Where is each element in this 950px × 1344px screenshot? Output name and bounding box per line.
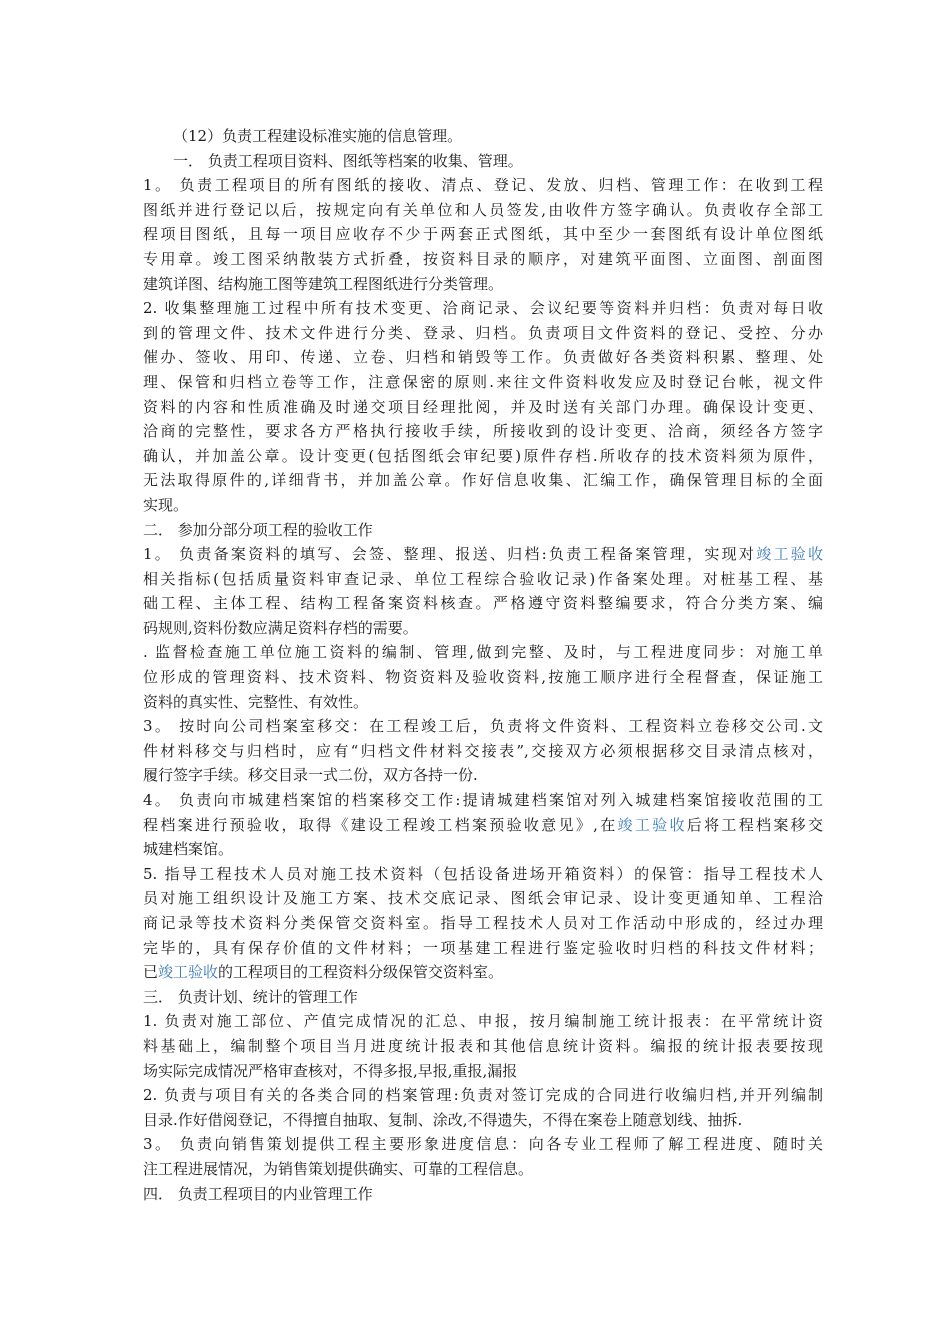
text-line — [143, 911, 823, 936]
text-line — [143, 763, 823, 788]
paragraph — [143, 124, 823, 149]
paragraph — [143, 1132, 823, 1181]
text-segment: 2. 收集整理施工过程中所有技术变更、洽商记录、会议纪要等资料并归档：负责对每日收 — [143, 299, 823, 318]
text-line — [143, 542, 823, 567]
text-segment: . 监督检查施工单位施工资料的编制、管理,做到完整、及时，与工程进度同步：对施工单 — [143, 643, 823, 662]
text-segment: 履行签字手续。移交目录一式二份，双方各持一份. — [143, 766, 478, 785]
text-line — [143, 198, 823, 223]
text-segment: 确认，并加盖公章。设计变更(包括图纸会审纪要)原件存档.所收存的技术资料须为原件， — [143, 446, 823, 465]
text-line — [143, 1157, 823, 1182]
text-segment: 二． 参加分部分项工程的验收工作 — [143, 520, 373, 539]
text-segment: 到的管理文件、技术文件进行分类、登录、归档。负责项目文件资料的登记、受控、分办 — [143, 323, 823, 342]
text-line — [143, 813, 823, 838]
document-page — [143, 124, 823, 1206]
paragraph — [143, 1083, 823, 1132]
text-line — [143, 665, 823, 690]
paragraph — [143, 788, 823, 862]
text-segment: 件材料移交与归档时，应有“归档文件材料交接表”,交接双方必须根据移交目录清点核对， — [143, 741, 823, 760]
text-segment: （12）负责工程建设标准实施的信息管理。 — [173, 127, 463, 145]
text-line — [143, 321, 823, 346]
text-segment: 资料的内容和性质准确及时递交项目经理批阅，并及时送有关部门办理。确保设计变更、 — [143, 397, 823, 416]
text-line — [143, 518, 823, 543]
text-line — [143, 419, 823, 444]
text-segment: 位形成的管理资料、技术资料、物资资料及验收资料,按施工顺序进行全程督查，保证施工 — [143, 668, 823, 687]
text-segment: 程项目图纸，且每一项目应收存不少于两套正式图纸，其中至少一套图纸有设计单位图纸 — [143, 225, 823, 244]
paragraph — [143, 173, 823, 296]
keyword-link[interactable]: 竣工验收 — [158, 963, 219, 982]
text-line — [143, 395, 823, 420]
text-line — [143, 690, 823, 715]
text-line — [143, 370, 823, 395]
paragraph — [143, 640, 823, 714]
text-segment: 5. 指导工程技术人员对施工技术资料（包括设备进场开箱资料）的保管：指导工程技术人 — [143, 864, 823, 883]
text-segment: 料基础上，编制整个项目当月进度统计报表和其他信息统计资料。编报的统计报表要按现 — [143, 1036, 823, 1055]
text-line — [143, 886, 823, 911]
paragraph — [143, 149, 823, 174]
text-segment: 已 — [143, 963, 159, 982]
text-line — [143, 1108, 823, 1133]
text-segment: 码规则,资料份数应满足资料存档的需要。 — [143, 618, 418, 637]
text-line — [143, 296, 823, 321]
text-segment: 商记录等技术资料分类保管交资料室。指导工程技术人员对工作活动中形成的，经过办理 — [143, 914, 823, 932]
text-segment: 目录.作好借阅登记，不得擅自抽取、复制、涂改,不得遗失，不得在案卷上随意划线、抽拆. — [143, 1110, 743, 1129]
text-segment: 无法取得原件的,详细背书，并加盖公章。作好信息收集、汇编工作，确保管理目标的全面 — [143, 471, 823, 490]
paragraph — [143, 1009, 823, 1083]
text-segment: 1. 负责对施工部位、产值完成情况的汇总、申报，按月编制施工统计报表：在平常统计资 — [143, 1012, 823, 1031]
text-line — [143, 567, 823, 592]
text-segment: 专用章。竣工图采纳散装方式折叠，按资料目录的顺序，对建筑平面图、立面图、剖面图 — [143, 249, 823, 268]
text-segment: 理、保管和归档立卷等工作，注意保密的原则.来往文件资料收发应及时登记台帐，视文件 — [143, 372, 823, 391]
keyword-link[interactable]: 竣工验收 — [756, 545, 823, 564]
text-segment: 相关指标(包括质量资料审查记录、单位工程综合验收记录)作备案处理。对桩基工程、基 — [143, 569, 823, 588]
text-line — [143, 591, 823, 616]
text-line — [143, 788, 823, 813]
paragraph — [143, 296, 823, 517]
text-line — [143, 149, 823, 174]
text-line — [143, 862, 823, 887]
text-segment: 程档案进行预验收，取得《建设工程竣工档案预验收意见》,在 — [143, 815, 618, 834]
text-segment: 一． 负责工程项目资料、图纸等档案的收集、管理。 — [173, 151, 523, 170]
text-line — [143, 616, 823, 641]
text-line — [143, 173, 823, 198]
paragraph — [143, 1182, 823, 1207]
text-segment: 2. 负责与项目有关的各类合同的档案管理:负责对签订完成的合同进行收编归档,并开列编制 — [143, 1086, 823, 1105]
text-line — [143, 714, 823, 739]
text-line — [143, 1132, 823, 1157]
text-segment: 完毕的，具有保存价值的文件材料；一项基建工程进行鉴定验收时归档的科技文件材料； — [143, 938, 823, 957]
text-segment: 四． 负责工程项目的内业管理工作 — [143, 1184, 373, 1203]
text-segment: 催办、签收、用印、传递、立卷、归档和销毁等工作。负责做好各类资料积累、整理、处 — [143, 348, 823, 367]
text-segment: 础工程、主体工程、结构工程备案资料核查。严格遵守资料整编要求，符合分类方案、编 — [143, 594, 823, 613]
text-line — [143, 247, 823, 272]
paragraph — [143, 518, 823, 543]
keyword-link[interactable]: 竣工验收 — [617, 815, 687, 834]
text-line — [143, 837, 823, 862]
text-line — [143, 272, 823, 297]
text-segment: 场实际完成情况严格审查核对，不得多报,早报,重报,漏报 — [143, 1061, 518, 1080]
text-line — [143, 936, 823, 961]
text-line — [143, 985, 823, 1010]
text-line — [143, 960, 823, 985]
text-line — [143, 345, 823, 370]
text-segment: 1。 负责工程项目的所有图纸的接收、清点、登记、发放、归档、管理工作：在收到工程 — [143, 176, 823, 195]
text-segment: 4。 负责向市城建档案馆的档案移交工作:提请城建档案馆对列入城建档案馆接收范围的工 — [143, 791, 823, 810]
text-segment: 注工程进展情况，为销售策划提供确实、可靠的工程信息。 — [143, 1159, 534, 1178]
text-segment: 1。 负责备案资料的填写、会签、整理、报送、归档:负责工程备案管理，实现对 — [143, 545, 757, 564]
text-line — [143, 1083, 823, 1108]
text-line — [143, 1034, 823, 1059]
text-segment: 三． 负责计划、统计的管理工作 — [143, 987, 358, 1006]
text-segment: 城建档案馆。 — [143, 840, 234, 859]
text-line — [143, 222, 823, 247]
paragraph — [143, 985, 823, 1010]
text-line — [143, 1009, 823, 1034]
text-segment: 3。 负责向销售策划提供工程主要形象进度信息：向各专业工程师了解工程进度、随时关 — [143, 1135, 823, 1154]
text-line — [143, 124, 823, 149]
text-segment: 洽商的完整性，要求各方严格执行接收手续，所接收到的设计变更、洽商，须经各方签字 — [143, 422, 823, 441]
paragraph — [143, 714, 823, 788]
paragraph — [143, 862, 823, 985]
text-segment: 员对施工组织设计及施工方案、技术交底记录、图纸会审记录、设计变更通知单、工程洽 — [143, 889, 823, 908]
text-segment: 图纸并进行登记以后，按规定向有关单位和人员签发,由收件方签字确认。负责收存全部工 — [143, 200, 823, 219]
text-segment: 后将工程档案移交 — [686, 815, 823, 834]
text-segment: 3。 按时向公司档案室移交：在工程竣工后，负责将文件资料、工程资料立卷移交公司.文 — [143, 717, 823, 736]
text-segment: 建筑详图、结构施工图等建筑工程图纸进行分类管理。 — [143, 274, 504, 293]
text-segment: 实现。 — [143, 495, 189, 514]
text-segment: 的工程项目的工程资料分级保管交资料室。 — [218, 963, 504, 982]
text-segment: 资料的真实性、完整性、有效性。 — [143, 692, 369, 711]
text-line — [143, 640, 823, 665]
text-line — [143, 1059, 823, 1084]
text-line — [143, 468, 823, 493]
text-line — [143, 1182, 823, 1207]
paragraph — [143, 542, 823, 640]
text-line — [143, 444, 823, 469]
text-line — [143, 493, 823, 518]
text-line — [143, 739, 823, 764]
